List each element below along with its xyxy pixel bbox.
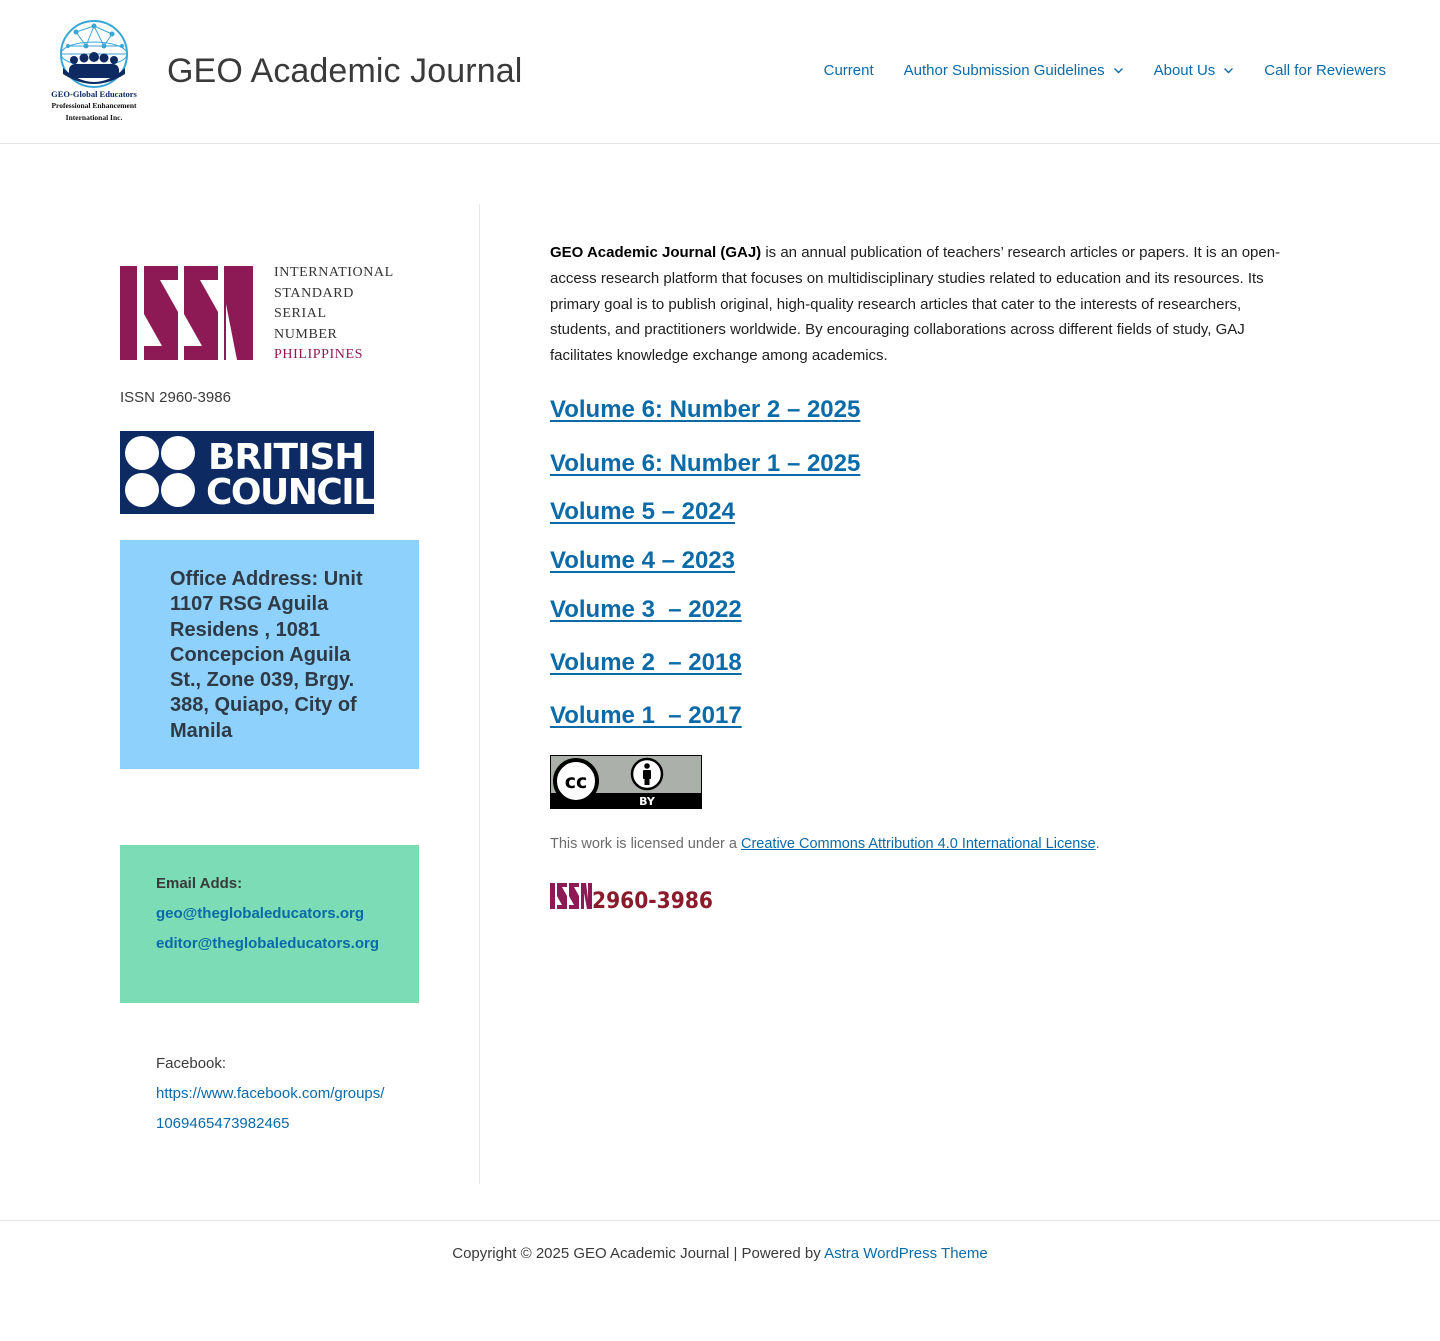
issn-letters-mark — [120, 266, 253, 360]
logo-text-line3: International Inc. — [65, 113, 123, 122]
nav-item-author-submission-guidelines[interactable] — [904, 62, 1124, 79]
email-label: Email Adds: — [156, 875, 243, 892]
issn-logo-line: PHILIPPINES — [274, 347, 364, 362]
license-prefix: This work is licensed under a — [550, 836, 741, 852]
facebook-label: Facebook: — [156, 1055, 227, 1072]
logo-text-line1: GEO-Global Educators — [51, 89, 137, 99]
license-link[interactable]: Creative Commons Attribution 4.0 International License — [741, 836, 1096, 852]
issn-small-letters-mark — [550, 883, 592, 909]
person-attribution-icon — [632, 759, 662, 789]
issn-small-logo — [550, 882, 713, 914]
british-council-logo — [120, 431, 374, 514]
cc-by-text: BY — [639, 795, 655, 808]
sidebar-divider — [479, 204, 480, 1184]
issn-logo-line: SERIAL — [274, 306, 327, 321]
chevron-down-icon — [1113, 65, 1124, 76]
intro-journal-name: GEO Academic Journal (GAJ) — [550, 244, 762, 261]
issn-small-number: 2960-3986 — [592, 887, 713, 914]
license-suffix: . — [1095, 836, 1100, 852]
volume-link-2[interactable]: Volume 2 – 2018 — [550, 649, 742, 676]
intro-text: is an annual publication of teachers’ research articles or papers. It is an open-access research platform that focuses on multidisciplinary studies related to education and its resources. Its primary goal is to publish original, high-quality research articles that cater to the interests of researchers, students, and practitioners worldwide. By encouraging collaborations across different fields of study, GAJ facilitates knowledge exchange among academics. — [550, 244, 1281, 365]
volume-link-1[interactable]: Volume 1 – 2017 — [550, 702, 742, 729]
globe-logo-icon — [36, 18, 152, 126]
issn-logo-line: INTERNATIONAL — [274, 265, 394, 280]
cc-by-badge[interactable] — [550, 755, 702, 809]
chevron-down-icon — [1223, 65, 1234, 76]
email-box — [120, 845, 419, 1003]
issn-logo-line: NUMBER — [274, 327, 338, 342]
volume-link-4[interactable]: Volume 4 – 2023 — [550, 547, 735, 574]
site-header — [0, 0, 1440, 144]
nav-item-label: About Us — [1153, 62, 1216, 79]
issn-philippines-logo — [120, 266, 400, 362]
cc-badge-text: cc — [564, 771, 588, 793]
site-title[interactable]: GEO Academic Journal — [167, 52, 523, 90]
footer-theme-link[interactable]: Astra WordPress Theme — [824, 1245, 988, 1262]
british-council-line1: BRITISH — [208, 437, 364, 478]
office-address-box — [120, 540, 419, 769]
license-statement — [550, 836, 1100, 852]
nav-item-about-us[interactable] — [1154, 62, 1235, 79]
issn-logo-line: STANDARD — [274, 286, 354, 301]
logo-text-line2: Professional Enhancement — [51, 101, 137, 110]
footer-copyright — [0, 1245, 1440, 1262]
facebook-box — [156, 1049, 391, 1139]
facebook-link[interactable]: https://www.facebook.com/groups/1069465473982465 — [156, 1085, 385, 1132]
site-footer — [0, 1220, 1440, 1341]
nav-item-label: Call for Reviewers — [1264, 62, 1386, 79]
nav-item-call-for-reviewers[interactable] — [1264, 62, 1386, 79]
nav-item-label: Current — [823, 62, 874, 79]
nav-item-current[interactable] — [824, 62, 874, 79]
british-council-line2: COUNCIL — [206, 472, 375, 513]
site-logo[interactable] — [36, 18, 152, 126]
issn-number-text: ISSN 2960-3986 — [120, 389, 231, 406]
main-navigation — [794, 62, 1386, 79]
volume-link-3[interactable]: Volume 3 – 2022 — [550, 596, 742, 623]
footer-copyright-text: Copyright © 2025 GEO Academic Journal | Powered by — [452, 1245, 825, 1262]
volume-link-5[interactable]: Volume 5 – 2024 — [550, 498, 735, 525]
volume-link-6-1[interactable]: Volume 6: Number 1 – 2025 — [550, 450, 861, 477]
nav-item-label: Author Submission Guidelines — [903, 62, 1105, 79]
office-address-text: Office Address: Unit 1107 RSG Aguila Residens , 1081 Concepcion Aguila St., Zone 039, Brgy. 388, Quiapo, City of Manila — [170, 568, 363, 742]
volume-link-6-2[interactable]: Volume 6: Number 2 – 2025 — [550, 396, 861, 423]
email-link-geo[interactable]: geo@theglobaleducators.org — [156, 905, 364, 922]
intro-paragraph — [550, 240, 1295, 369]
email-link-editor[interactable]: editor@theglobaleducators.org — [156, 935, 379, 952]
